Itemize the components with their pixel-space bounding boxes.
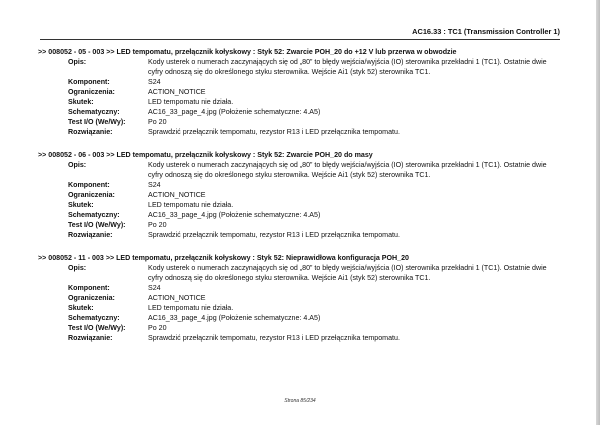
fault-entry	[38, 47, 562, 137]
value-skutek: LED tempomatu nie działa.	[148, 201, 234, 209]
value-test-io: Po 20	[148, 221, 167, 229]
fault-entries	[38, 42, 562, 343]
label-rozwiazanie: Rozwiązanie:	[68, 128, 113, 136]
value-rozwiazanie: Sprawdzić przełącznik tempomatu, rezystor R13 i LED przełącznika tempomatu.	[148, 231, 400, 239]
label-skutek: Skutek:	[68, 304, 94, 312]
row-rozwiazanie	[38, 333, 562, 343]
row-rozwiazanie	[38, 127, 562, 137]
label-ograniczenia: Ograniczenia:	[68, 191, 115, 199]
row-schematyczny	[38, 107, 562, 117]
page-number: Strona 85/234	[284, 398, 316, 404]
value-opis: Kody usterek o numerach zaczynających się od „80” to błędy wejścia/wyjścia (IO) sterownika przekładni 1 (TC1). Ostatnie dwie cyfry odnoszą się do określonego styku sterownika. Wejście Ai1 (styk 52) sterownika TC1.	[148, 58, 547, 76]
label-opis: Opis:	[68, 264, 87, 272]
row-skutek	[38, 303, 562, 313]
row-test-io	[38, 323, 562, 333]
value-schematyczny: AC16_33_page_4.jpg (Położenie schematyczne: 4.A5)	[148, 314, 321, 322]
fault-entry-title: >> 008052 - 06 - 003 >> LED tempomatu, przełącznik kołyskowy : Styk 52: Zwarcie POH_20 do masy	[38, 151, 373, 159]
label-skutek: Skutek:	[68, 201, 94, 209]
row-komponent	[38, 77, 562, 87]
label-opis: Opis:	[68, 161, 87, 169]
fault-entry	[38, 253, 562, 343]
row-schematyczny	[38, 210, 562, 220]
label-opis: Opis:	[68, 58, 87, 66]
value-rozwiazanie: Sprawdzić przełącznik tempomatu, rezystor R13 i LED przełącznika tempomatu.	[148, 334, 400, 342]
fault-entry	[38, 150, 562, 240]
label-ograniczenia: Ograniczenia:	[68, 88, 115, 96]
row-ograniczenia	[38, 87, 562, 97]
label-test-io: Test I/O (We/Wy):	[68, 118, 126, 126]
label-rozwiazanie: Rozwiązanie:	[68, 334, 113, 342]
value-komponent: S24	[148, 284, 161, 292]
row-schematyczny	[38, 313, 562, 323]
value-rozwiazanie: Sprawdzić przełącznik tempomatu, rezystor R13 i LED przełącznika tempomatu.	[148, 128, 400, 136]
label-test-io: Test I/O (We/Wy):	[68, 324, 126, 332]
label-rozwiazanie: Rozwiązanie:	[68, 231, 113, 239]
row-ograniczenia	[38, 190, 562, 200]
label-komponent: Komponent:	[68, 78, 110, 86]
value-schematyczny: AC16_33_page_4.jpg (Położenie schematyczne: 4.A5)	[148, 108, 321, 116]
row-opis	[38, 160, 562, 180]
row-opis	[38, 57, 562, 77]
row-opis	[38, 263, 562, 283]
row-skutek	[38, 97, 562, 107]
value-ograniczenia: ACTION_NOTICE	[148, 88, 206, 96]
row-komponent	[38, 180, 562, 190]
value-test-io: Po 20	[148, 324, 167, 332]
header-divider	[40, 39, 560, 40]
value-skutek: LED tempomatu nie działa.	[148, 304, 234, 312]
row-test-io	[38, 220, 562, 230]
value-ograniczenia: ACTION_NOTICE	[148, 191, 206, 199]
row-rozwiazanie	[38, 230, 562, 240]
value-opis: Kody usterek o numerach zaczynających się od „80” to błędy wejścia/wyjścia (IO) sterownika przekładni 1 (TC1). Ostatnie dwie cyfry odnoszą się do określonego styku sterownika. Wejście Ai1 (styk 52) sterownika TC1.	[148, 264, 547, 282]
value-komponent: S24	[148, 78, 161, 86]
label-komponent: Komponent:	[68, 284, 110, 292]
value-opis: Kody usterek o numerach zaczynających się od „80” to błędy wejścia/wyjścia (IO) sterownika przekładni 1 (TC1). Ostatnie dwie cyfry odnoszą się do określonego styku sterownika. Wejście Ai1 (styk 52) sterownika TC1.	[148, 161, 547, 179]
label-schematyczny: Schematyczny:	[68, 211, 120, 219]
label-schematyczny: Schematyczny:	[68, 108, 120, 116]
label-schematyczny: Schematyczny:	[68, 314, 120, 322]
value-skutek: LED tempomatu nie działa.	[148, 98, 234, 106]
row-komponent	[38, 283, 562, 293]
value-ograniczenia: ACTION_NOTICE	[148, 294, 206, 302]
label-skutek: Skutek:	[68, 98, 94, 106]
label-ograniczenia: Ograniczenia:	[68, 294, 115, 302]
label-komponent: Komponent:	[68, 181, 110, 189]
page-header-title: AC16.33 : TC1 (Transmission Controller 1)	[412, 27, 560, 36]
row-ograniczenia	[38, 293, 562, 303]
fault-entry-title: >> 008052 - 11 - 003 >> LED tempomatu, przełącznik kołyskowy : Styk 52: Nieprawidłowa konfiguracja POH_20	[38, 254, 409, 262]
row-test-io	[38, 117, 562, 127]
value-komponent: S24	[148, 181, 161, 189]
fault-entry-title: >> 008052 - 05 - 003 >> LED tempomatu, przełącznik kołyskowy : Styk 52: Zwarcie POH_20 do +12 V lub przerwa w obwodzie	[38, 48, 457, 56]
label-test-io: Test I/O (We/Wy):	[68, 221, 126, 229]
row-skutek	[38, 200, 562, 210]
value-test-io: Po 20	[148, 118, 167, 126]
value-schematyczny: AC16_33_page_4.jpg (Położenie schematyczne: 4.A5)	[148, 211, 321, 219]
